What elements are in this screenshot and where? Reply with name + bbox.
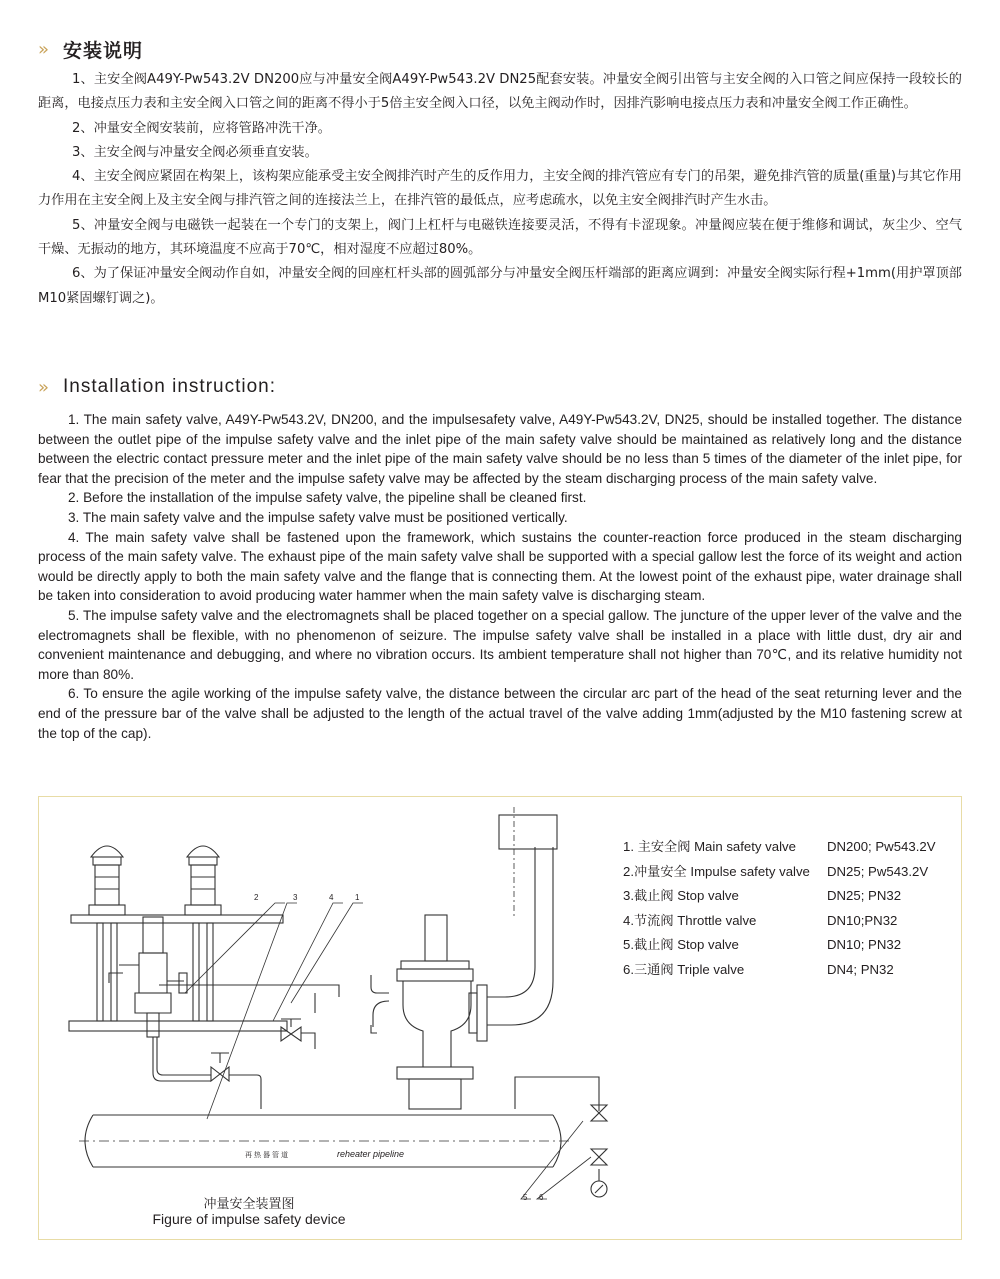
cn-instructions	[38, 68, 962, 311]
legend-part: 2.冲量安全 Impulse safety valve	[623, 863, 810, 879]
cn-paragraph-5: 5、冲量安全阀与电磁铁一起装在一个专门的支架上，阀门上杠杆与电磁铁连接要灵活，不得有卡涩现象。冲量阀应装在便于维修和调试，灰尘少、空气干燥、无振动的地方，其环境温度不应高于70℃，相对湿度不应超过80%。	[38, 217, 962, 258]
callout-3: 3	[293, 893, 298, 902]
installation-diagram	[39, 797, 963, 1241]
callout-2: 2	[254, 893, 259, 902]
electromagnet-right	[185, 846, 221, 1021]
cn-paragraph-4: 4、主安全阀应紧固在构架上，该构架应能承受主安全阀排汽时产生的反作用力，主安全阀的排汽管应有专门的吊架，避免排汽管的质量(重量)与其它作用力作用在主安全阀上及主安全阀与排汽管之间的连接法兰上，在排汽管的最低点，应考虑疏水，以免主安全阀排汽时产生水击。	[38, 169, 962, 209]
cn-paragraph-2: 2、冲量安全阀安装前，应将管路冲洗干净。	[72, 120, 331, 136]
cn-section-title: 安装说明	[63, 40, 144, 62]
support-platform	[71, 915, 283, 923]
cn-paragraph-3: 3、主安全阀与冲量安全阀必须垂直安装。	[72, 144, 318, 160]
en-paragraph-1: 1. The main safety valve, A49Y-Pw543.2V, DN200, and the impulsesafety valve, A49Y-Pw543.2V, DN25, should be installed together. The distance between the outlet pipe of the impulse safety valve and the inlet pipe of the main safety valve should be maintained as relatively long and the distance between the electric contact pressure meter and the inlet pipe of the main safety valve should be no less than 5 times of the diameter of the inlet pipe, for fear that the precision of the meter and the impulse safety valve may be affected by the steam discharging process of the main safety valve.	[38, 412, 962, 486]
triple-valve-6	[591, 1149, 607, 1197]
legend-spec: DN10; PN32	[827, 937, 902, 953]
chevron-icon: »	[38, 39, 50, 60]
cn-paragraph-6: 6、为了保证冲量安全阀动作自如，冲量安全阀的回座杠杆头部的圆弧部分与冲量安全阀压杆端部的距离应调到：冲量安全阀实际行程+1mm(用护罩顶部M10紧固螺钉调之)。	[38, 266, 962, 306]
legend-part: 4.节流阀 Throttle valve	[623, 912, 757, 928]
callout-1: 1	[355, 893, 360, 902]
en-paragraph-5: 5. The impulse safety valve and the electromagnets shall be placed together on a special gallow. The juncture of the upper lever of the valve and the electromagnets shall be flexible, with no phenomenon of seizure. The impulse safety valve shall be installed in a place with little dust, dry air and convenient maintenance and debugging, and where no vibration occurs. Its ambient temperature shall not higher than 70℃, and its relative humidity not more than 80%.	[38, 607, 962, 682]
en-paragraph-2: 2. Before the installation of the impulse safety valve, the pipeline shall be cleaned first.	[68, 490, 587, 506]
reheater-pipeline	[79, 1115, 569, 1167]
pipe-label-en: reheater pipeline	[337, 1149, 405, 1159]
main-safety-valve	[371, 915, 487, 1109]
callout-6: 6	[539, 1193, 544, 1202]
callout-4: 4	[329, 893, 334, 902]
legend-part: 6.三通阀 Triple valve	[623, 961, 745, 977]
en-instructions	[38, 410, 962, 743]
legend-spec: DN10;PN32	[827, 912, 898, 928]
pipe-label-cn: 再热器管道	[245, 1151, 290, 1159]
legend-spec: DN4; PN32	[827, 961, 894, 977]
en-section-title: Installation instruction:	[63, 376, 277, 397]
figure-caption-en: Figure of impulse safety device	[152, 1211, 346, 1227]
exhaust-pipe-top	[499, 815, 557, 849]
figure-caption-cn: 冲量安全装置图	[203, 1197, 295, 1212]
chevron-icon: »	[38, 376, 50, 398]
cn-paragraph-1: 1、主安全阀A49Y-Pw543.2V DN200应与冲量安全阀A49Y-Pw543.2V DN25配套安装。冲量安全阀引出管与主安全阀的入口管之间应保持一段较长的距离，电接点压力表和主安全阀入口管之间的距离不得小于5倍主安全阀入口径，以免主阀动作时，因排汽影响电接点压力表和冲量安全阀工作正确性。	[38, 72, 962, 112]
impulse-safety-valve	[109, 917, 339, 1037]
stop-valve-3	[211, 1053, 261, 1109]
legend-spec: DN200; Pw543.2V	[827, 839, 936, 854]
base-platform	[69, 1021, 287, 1031]
exhaust-pipe	[487, 847, 553, 1025]
electromagnet-left	[89, 846, 125, 1021]
callout-5: 5	[523, 1193, 528, 1202]
legend-part: 1. 主安全阀 Main safety valve	[623, 839, 796, 854]
en-paragraph-4: 4. The main safety valve shall be fastened upon the framework, which sustains the counter-reaction force produced in the steam discharging process of the main safety valve. The exhaust pipe of the main safety valve shall be supported with a special gallow lest the force of its weight and action would be directly apply to both the main safety valve and the flange that is connecting them. At the lowest point of the exhaust pipe, water drainage shall be taken into consideration to avoid producing water hammer when the main safety valve is discharging steam.	[38, 529, 962, 604]
en-paragraph-6: 6. To ensure the agile working of the impulse safety valve, the distance between the circular arc part of the head of the seat returning lever and the end of the pressure bar of the valve shall be adjusted to the length of the actual travel of the valve adding 1mm(adjusted by the M10 fastening screw at the top of the cap).	[38, 686, 962, 741]
cn-section-header	[38, 36, 143, 63]
legend-part: 5.截止阀 Stop valve	[623, 937, 739, 953]
impulse-pipe	[153, 1037, 211, 1081]
en-section-header	[38, 376, 276, 398]
legend-part: 3.截止阀 Stop valve	[623, 888, 739, 904]
legend-spec: DN25; PN32	[827, 888, 902, 904]
legend-spec: DN25; Pw543.2V	[827, 863, 929, 879]
drain-line	[515, 1077, 599, 1111]
figure-panel	[38, 796, 962, 1240]
en-paragraph-3: 3. The main safety valve and the impulse safety valve must be positioned vertically.	[68, 509, 568, 525]
